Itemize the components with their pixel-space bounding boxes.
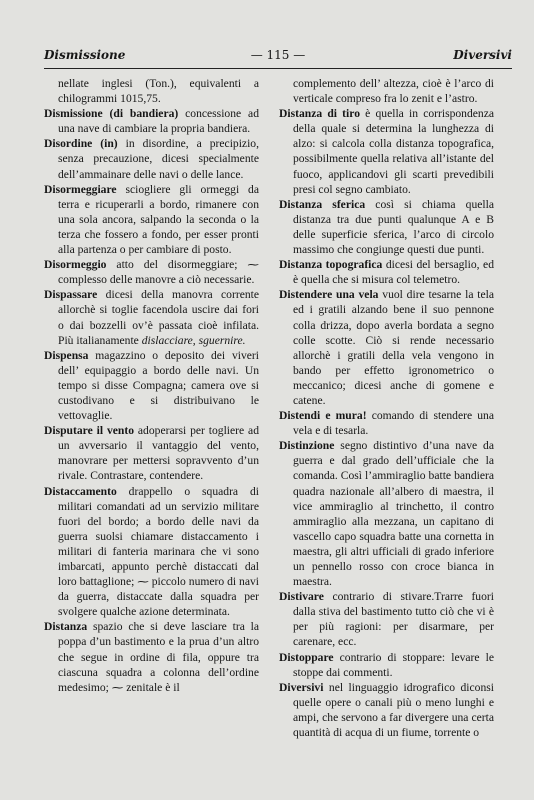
dictionary-entry (44, 348, 259, 423)
dictionary-entry (279, 106, 494, 197)
dictionary-entry (44, 136, 259, 181)
entry-definition: adoperarsi per togliere ad un avversario il vantaggio del vento, manovrare per mettersi sopravvento d’un rivale. Contrastare, contendere. (58, 424, 259, 483)
entry-definition: dicesi del bersaglio, ed è quella che si misura col telemetro. (293, 258, 494, 287)
entry-definition: concessione ad una nave di cambiare la propria bandiera. (58, 107, 259, 136)
entry-definition: in disordine, a precipizio, senza precauzione, dicesi specialmente dell’ammainare delle navi o delle lance. (58, 137, 259, 181)
dictionary-entry (279, 589, 494, 649)
entry-definition: complemento dell’ altezza, cioè è l’arco di verticale compreso fra lo zenit e l’astro. (293, 77, 494, 106)
page-number: — 115 — (250, 48, 306, 62)
dictionary-entry (44, 484, 259, 620)
entry-definition: contrario di stoppare: levare le stoppe dai commenti. (293, 650, 494, 679)
dictionary-entry (44, 287, 259, 347)
entry-definition: così si chiama quella distanza tra due punti qualunque A e B delle superficie sferica, l’arco di circolo massimo che congiunge questi due punti. (293, 197, 494, 257)
dictionary-entry (279, 408, 494, 438)
entry-headword: Distendere una vela (279, 288, 379, 302)
entry-definition: segno distintivo d’una nave da guerra e dal grado dell’ufficiale che la comanda. Così l’ammiraglio batte bandiera quadra nazionale all’albero di maestra, il vice ammiraglio al trinchetto, il contro ammiraglio alla mezzana, un capitano di vascello capo squadra batte una cornetta in maestra, gli altri ufficiali di grado inferiore un pennello rosso con croce bianca in maestra. (293, 439, 494, 589)
entry-headword: Distanza topografica (279, 258, 383, 272)
entry-headword: Dispensa (44, 348, 89, 362)
entry-headword: Disormeggiare (44, 182, 117, 196)
entry-definition: drappello o squadra di militari comandati ad un servizio militare fuori del bordo; a bordo delle navi da guerra suolsi chiamare distaccamento i militari di fanteria marinara che vi sono imbarcati, appunto perchè distaccati dal loro battaglione; ⁓ piccolo numero di navi da guerra, distaccate dalla squadra per svolgere qualche azione determinata. (58, 484, 259, 619)
entry-definition: sciogliere gli ormeggi da terra e ricuperarli a bordo, rimanere con una sola ancora, salpando la seconda o la terza che fossero a fondo, per esser pronti alla partenza o per cambiare di posto. (58, 182, 259, 257)
entry-headword: Dismissione (di bandiera) (44, 107, 179, 121)
dictionary-entry (44, 76, 259, 106)
header-first-entry: Dismissione (44, 48, 126, 62)
entry-definition: è quella in corrispondenza della quale si determina la lunghezza di alzo: si calcola colla distanza topografica, possibilmente quella relativa all’istante del fuoco, applicandovi gli scarti prevedibili presi col segno cambiato. (293, 107, 495, 196)
entry-headword: Diversivi (279, 680, 324, 694)
entry-definition: contrario di stivare.Trarre fuori dalla stiva del bastimento tutto ciò che vi è per più ragioni: per disarmare, per carenare, ecc. (293, 590, 494, 649)
entry-headword: Distendi e mura! (279, 409, 367, 423)
entry-definition: magazzino o deposito dei viveri dell’ equipaggio a bordo delle navi. Un tempo si disse Compagna; camera ove si custodivano e si distribuivano le vettovaglie. (58, 348, 259, 423)
dictionary-entry (279, 438, 494, 589)
dictionary-entry (44, 423, 259, 483)
entry-definition: nellate inglesi (Ton.), equivalenti a chilogrammi 1015,75. (58, 77, 259, 106)
entry-definition: atto del disormeggiare; ⁓ complesso delle manovre a ciò necessarie. (58, 258, 259, 287)
right-column (279, 76, 494, 740)
entry-headword: Distanza di tiro (279, 107, 360, 121)
running-header (44, 48, 512, 64)
dictionary-entry (44, 182, 259, 257)
dictionary-entry (279, 680, 494, 740)
dictionary-entry (279, 287, 494, 408)
entry-definition: comando di stendere una vela e di tesarla. (293, 409, 494, 438)
entry-headword: Distanza sferica (279, 197, 366, 211)
entry-italic-note: dislacciare, sguernire. (141, 333, 246, 347)
entry-headword: Distaccamento (44, 484, 117, 498)
dictionary-entry (279, 197, 494, 257)
dictionary-entry (279, 76, 494, 106)
entry-headword: Distinzione (279, 439, 335, 453)
entry-headword: Disordine (in) (44, 137, 118, 151)
dictionary-entry (279, 650, 494, 680)
dictionary-entry (44, 106, 259, 136)
entry-headword: Dispassare (44, 288, 98, 302)
entry-headword: Distoppare (279, 650, 334, 664)
entry-headword: Distivare (279, 590, 324, 604)
header-last-entry: Diversivi (453, 48, 512, 62)
entry-definition: dicesi della manovra corrente allorchè si toglie facendola uscire dai fori o dai bozzelli ov’è passata cioè infilata. Più italianamente (58, 288, 259, 347)
dictionary-entry (44, 257, 259, 287)
entry-headword: Distanza (44, 620, 88, 634)
entry-headword: Disormeggio (44, 258, 107, 272)
entry-definition: nel linguaggio idrografico diconsi quelle opere o canali più o meno lunghi e ampi, che servono a far divergere una certa quantità di acqua di un fiume, torrente o (293, 680, 494, 740)
entry-definition: vuol dire tesarne la tela ed i gratili alzando bene il suo pennone colla drizza, dopo averla bordata a segno colle scotte. Ciò si rende necessario allorchè i gratili della vela vengono in bando per effetto igronometrico o meccanico; dicesi anche di gomene e catene. (293, 288, 495, 407)
dictionary-entry (279, 257, 494, 287)
entry-definition: spazio che si deve lasciare tra la poppa d’un bastimento e la prua d’un altro che segue in ordine di fila, oppure tra ciascuna squadra a colonna dell’ordine medesimo; ⁓ zenitale è il (58, 620, 259, 694)
entry-headword: Disputare il vento (44, 424, 135, 438)
header-rule (44, 68, 512, 69)
left-column (44, 76, 259, 695)
dictionary-entry (44, 619, 259, 694)
